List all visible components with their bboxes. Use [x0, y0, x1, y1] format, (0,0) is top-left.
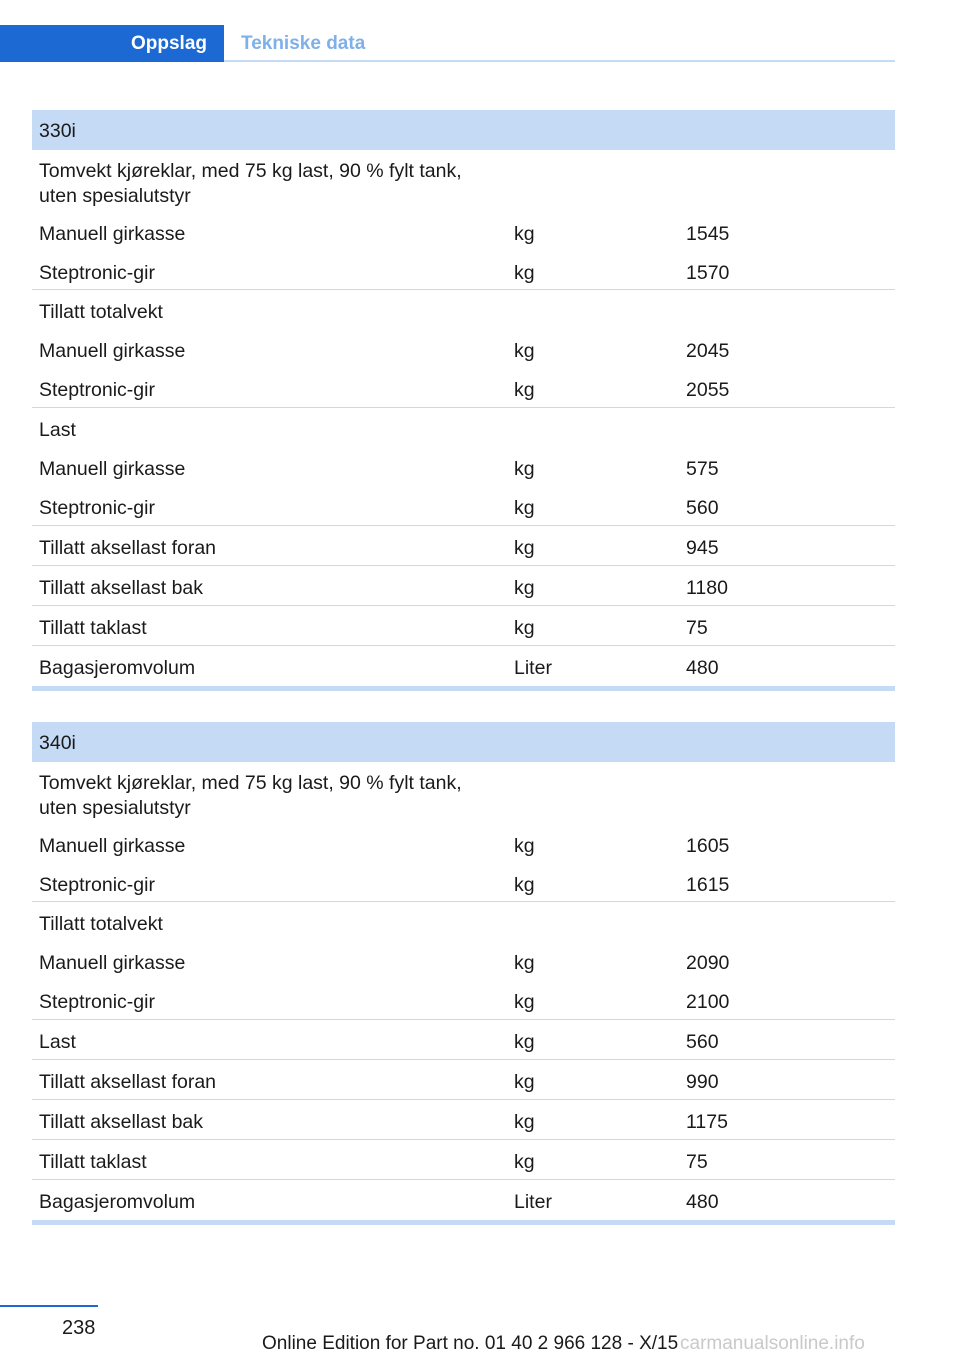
- row-label: Last: [39, 1031, 76, 1053]
- row-value: 2090: [686, 952, 730, 974]
- table-row: [32, 1020, 895, 1060]
- row-unit: kg: [514, 223, 535, 245]
- row-unit: kg: [514, 1111, 535, 1133]
- row-label: Tomvekt kjøreklar, med 75 kg last, 90 % fylt tank, uten spesialutstyr: [39, 772, 462, 819]
- row-value: 560: [686, 497, 719, 519]
- table-row: [32, 1100, 895, 1140]
- row-label: Manuell girkasse: [39, 223, 186, 245]
- page-header: [0, 25, 895, 62]
- table-row: [32, 526, 895, 566]
- row-value: 1175: [686, 1111, 728, 1133]
- row-unit: kg: [514, 577, 535, 599]
- tab-oppslag[interactable]: Oppslag: [0, 25, 224, 62]
- table-row: [32, 941, 895, 980]
- row-unit: kg: [514, 952, 535, 974]
- row-unit: kg: [514, 262, 535, 284]
- table-330i: [32, 110, 895, 691]
- row-label: Manuell girkasse: [39, 952, 186, 974]
- row-label: Tomvekt kjøreklar, med 75 kg last, 90 % fylt tank, uten spesialutstyr: [39, 160, 462, 207]
- table-row: [32, 566, 895, 606]
- row-value: 2100: [686, 991, 730, 1013]
- row-value: 2045: [686, 340, 730, 362]
- row-label: Steptronic-gir: [39, 991, 155, 1013]
- row-value: 990: [686, 1071, 719, 1093]
- table-row: [32, 1060, 895, 1100]
- row-unit: kg: [514, 874, 535, 896]
- row-label: Steptronic-gir: [39, 497, 155, 519]
- table-row: [32, 212, 895, 251]
- table-row: [32, 251, 895, 290]
- row-unit: kg: [514, 1071, 535, 1093]
- row-label: Steptronic-gir: [39, 379, 155, 401]
- row-value: 1180: [686, 577, 728, 599]
- table-row: [32, 762, 895, 824]
- row-label: Bagasjeromvolum: [39, 657, 196, 679]
- row-unit: kg: [514, 340, 535, 362]
- row-unit: kg: [514, 991, 535, 1013]
- row-value: 1605: [686, 835, 730, 857]
- row-label: Tillatt aksellast foran: [39, 537, 217, 559]
- row-label: Tillatt aksellast foran: [39, 1071, 217, 1093]
- row-value: 560: [686, 1031, 719, 1053]
- row-unit: Liter: [514, 1191, 552, 1213]
- table-title-text: 340i: [39, 732, 76, 754]
- row-label: Bagasjeromvolum: [39, 1191, 196, 1213]
- table-title: [32, 722, 895, 762]
- page-number: 238: [62, 1317, 96, 1339]
- table-row: [32, 1140, 895, 1180]
- row-value: 75: [686, 617, 708, 639]
- watermark: carmanualsonline.info: [680, 1333, 865, 1354]
- row-label: Tillatt taklast: [39, 617, 147, 639]
- table-row: [32, 606, 895, 646]
- table-title: [32, 110, 895, 150]
- row-label: Last: [39, 419, 76, 441]
- table-row: [32, 824, 895, 863]
- row-unit: kg: [514, 537, 535, 559]
- table-title-text: 330i: [39, 120, 76, 142]
- table-row: [32, 150, 895, 212]
- row-label: Tillatt taklast: [39, 1151, 147, 1173]
- table-bottom-rule: [32, 686, 895, 691]
- table-row: [32, 290, 895, 329]
- row-value: 2055: [686, 379, 730, 401]
- row-unit: kg: [514, 497, 535, 519]
- row-label: Tillatt aksellast bak: [39, 577, 204, 599]
- row-value: 945: [686, 537, 719, 559]
- row-value: 480: [686, 1191, 719, 1213]
- table-row: [32, 902, 895, 941]
- row-unit: kg: [514, 617, 535, 639]
- table-row: [32, 486, 895, 526]
- table-row: [32, 329, 895, 368]
- row-label: Manuell girkasse: [39, 340, 186, 362]
- row-label: Manuell girkasse: [39, 458, 186, 480]
- row-value: 1570: [686, 262, 730, 284]
- table-bottom-rule: [32, 1220, 895, 1225]
- row-label: Tillatt totalvekt: [39, 301, 163, 323]
- table-row: [32, 646, 895, 686]
- edition-text: Online Edition for Part no. 01 40 2 966 128 - X/15: [262, 1333, 679, 1354]
- table-row: [32, 980, 895, 1020]
- row-unit: kg: [514, 835, 535, 857]
- row-unit: kg: [514, 1151, 535, 1173]
- table-row: [32, 408, 895, 447]
- row-unit: kg: [514, 379, 535, 401]
- page-number-rule: [0, 1305, 98, 1307]
- table-row: [32, 447, 895, 486]
- row-value: 1545: [686, 223, 730, 245]
- tab-tekniske-data[interactable]: Tekniske data: [241, 33, 366, 54]
- table-340i: [32, 722, 895, 1225]
- row-label: Tillatt totalvekt: [39, 913, 163, 935]
- row-label: Tillatt aksellast bak: [39, 1111, 204, 1133]
- row-value: 75: [686, 1151, 708, 1173]
- row-value: 480: [686, 657, 719, 679]
- row-label: Steptronic-gir: [39, 262, 155, 284]
- row-label: Manuell girkasse: [39, 835, 186, 857]
- row-unit: kg: [514, 458, 535, 480]
- row-value: 575: [686, 458, 719, 480]
- row-value: 1615: [686, 874, 730, 896]
- row-unit: Liter: [514, 657, 552, 679]
- table-row: [32, 863, 895, 902]
- table-row: [32, 368, 895, 408]
- row-unit: kg: [514, 1031, 535, 1053]
- row-label: Steptronic-gir: [39, 874, 155, 896]
- table-row: [32, 1180, 895, 1220]
